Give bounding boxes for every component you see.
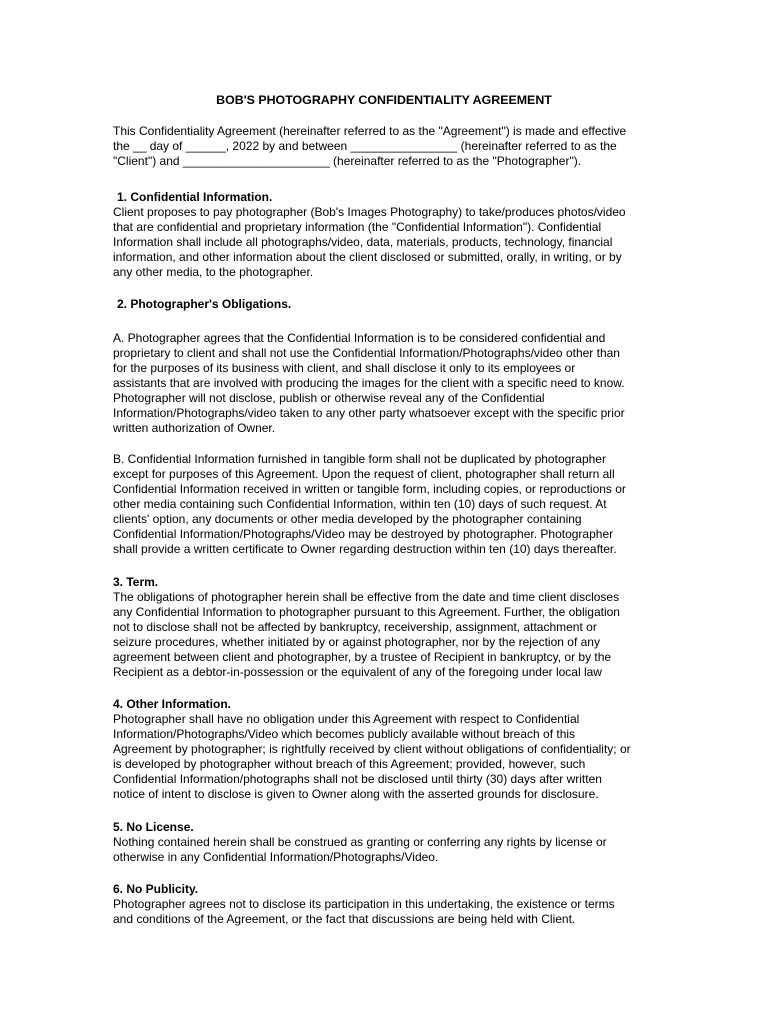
intro-line: "Client") and ______________________ (hereinafter referred to as the "Photographer").: [113, 154, 582, 168]
section-line: Photographer will not disclose, publish or otherwise reveal any of the Confidential: [113, 391, 545, 405]
section-line: proprietary to client and shall not use the Confidential Information/Photographs/video other than: [113, 346, 620, 360]
section-line: for the purposes of its business with client, and shall disclose it only to its employees or: [113, 361, 576, 375]
section-line: any other media, to the photographer.: [113, 265, 314, 279]
section-line: assistants that are involved with producing the images for the client with a specific need to know.: [113, 376, 625, 390]
section-line: B. Confidential Information furnished in tangible form shall not be duplicated by photographer: [113, 452, 606, 466]
section-heading: 3. Term.: [113, 575, 159, 589]
section-line: Client proposes to pay photographer (Bob's Images Photography) to take/produces photos/video: [113, 205, 626, 219]
obligations-paragraph-a: [113, 331, 673, 436]
intro-paragraph: [113, 124, 673, 169]
section-heading: 4. Other Information.: [113, 697, 232, 711]
section-no-publicity: [113, 882, 673, 927]
section-line: except for purposes of this Agreement. Upon the request of client, photographer shall return all: [113, 467, 615, 481]
section-line: written authorization of Owner.: [113, 421, 276, 435]
section-line: Confidential Information/Photographs/Video may be destroyed by photographer. Photographer: [113, 527, 614, 541]
section-line: otherwise in any Confidential Information/Photographs/Video.: [113, 850, 439, 864]
section-line: other media containing such Confidential Information, within ten (10) days of such request. At: [113, 497, 607, 511]
section-line: is developed by photographer without breach of this Agreement; provided, however, such: [113, 757, 586, 771]
section-line: that are confidential and proprietary information (the "Confidential Information"). Confidential: [113, 220, 602, 234]
section-line: information, and other information about the client disclosed or submitted, orally, in writing, or by: [113, 250, 622, 264]
intro-line: the __ day of ______, 2022 by and between ________________ (hereinafter referred to as the: [113, 139, 617, 153]
section-no-license: [113, 820, 673, 865]
section-line: Photographer agrees not to disclose its participation in this undertaking, the existence or terms: [113, 897, 615, 911]
section-line: Nothing contained herein shall be construed as granting or conferring any rights by license or: [113, 835, 607, 849]
section-line: Confidential Information received in written or tangible form, including copies, or reproductions or: [113, 482, 626, 496]
section-heading: 2. Photographer's Obligations.: [117, 297, 292, 311]
section-line: not to disclose shall not be affected by bankruptcy, receivership, assignment, attachment or: [113, 620, 597, 634]
section-line: Recipient as a debtor-in-possession or the equivalent of any of the foregoing under local law: [113, 665, 602, 679]
section-line: shall provide a written certificate to Owner regarding destruction within ten (10) days thereafter.: [113, 542, 617, 556]
section-line: notice of intent to disclose is given to Owner along with the asserted grounds for disclosure.: [113, 787, 599, 801]
section-line: Information/Photographs/video taken to any other party whatsoever except with the specific prior: [113, 406, 625, 420]
section-line: Information/Photographs/Video which becomes publicly available without breach of this: [113, 727, 576, 741]
section-line: any Confidential Information to photographer pursuant to this Agreement. Further, the obligation: [113, 605, 620, 619]
section-line: agreement between client and photographer, by a trustee of Recipient in bankruptcy, or by the: [113, 650, 612, 664]
section-line: The obligations of photographer herein shall be effective from the date and time client discloses: [113, 590, 620, 604]
section-line: Information shall include all photographs/video, data, materials, products, technology, financial: [113, 235, 613, 249]
section-photographer-obligations-heading-block: [113, 297, 673, 312]
intro-line: This Confidentiality Agreement (hereinafter referred to as the "Agreement") is made and effective: [113, 124, 627, 138]
section-line: and conditions of the Agreement, or the fact that discussions are being held with Client.: [113, 912, 576, 926]
section-line: Confidential Information/photographs shall not be disclosed until thirty (30) days after written: [113, 772, 602, 786]
section-other-information: [113, 697, 673, 802]
section-heading: 1. Confidential Information.: [117, 190, 273, 204]
section-line: A. Photographer agrees that the Confidential Information is to be considered confidential and: [113, 331, 606, 345]
document-title: BOB'S PHOTOGRAPHY CONFIDENTIALITY AGREEMENT: [216, 93, 552, 107]
section-line: Agreement by photographer; is rightfully received by client without obligations of confidentiality; or: [113, 742, 631, 756]
section-line: clients' option, any documents or other media developed by the photographer containing: [113, 512, 582, 526]
section-confidential-information: [113, 190, 673, 280]
section-term: [113, 575, 673, 680]
section-line: Photographer shall have no obligation under this Agreement with respect to Confidential: [113, 712, 580, 726]
section-heading: 5. No License.: [113, 820, 194, 834]
section-heading: 6. No Publicity.: [113, 882, 199, 896]
obligations-paragraph-b: [113, 452, 673, 557]
section-line: seizure procedures, whether initiated by or against photographer, nor by the rejection of any: [113, 635, 600, 649]
